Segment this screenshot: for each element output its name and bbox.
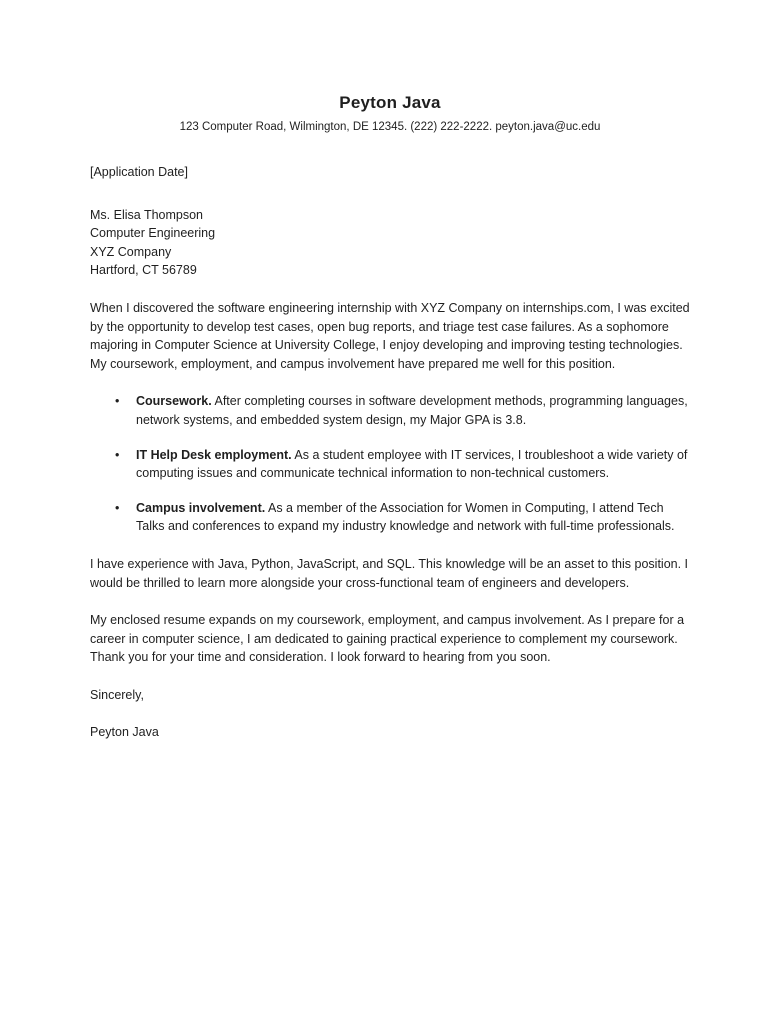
experience-paragraph: I have experience with Java, Python, JavaScript, and SQL. This knowledge will be an asset to this position. I would be thrilled to learn more alongside your cross-functional team of engineers and developers.: [90, 556, 689, 590]
bullet-lead: Coursework.: [136, 394, 212, 409]
signature: Peyton Java: [90, 725, 159, 740]
bullet-body: As a member of the Association for Women in Computing, I attend Tech Talks and conferences to expand my industry knowledge and network with full-time professionals.: [136, 500, 675, 534]
bullet-icon: •: [115, 447, 120, 462]
highlights-list: [90, 392, 690, 536]
recipient-department: Computer Engineering: [90, 226, 216, 241]
recipient-block: [90, 206, 690, 280]
bullet-lead: Campus involvement.: [136, 500, 266, 515]
sender-name: Peyton Java: [339, 93, 441, 112]
recipient-name: Ms. Elisa Thompson: [90, 207, 204, 222]
recipient-company: XYZ Company: [90, 244, 172, 259]
list-item-employment: [115, 446, 690, 483]
bullet-lead: IT Help Desk employment.: [136, 447, 292, 462]
signoff: Sincerely,: [90, 687, 144, 702]
intro-paragraph: When I discovered the software engineering internship with XYZ Company on internships.com, I was excited by the opportunity to develop test cases, open bug reports, and triage test case failures. As a sophomore majoring in Computer Science at University College, I enjoy developing and improving testing technologies. My coursework, employment, and campus involvement have prepared me well for this position.: [90, 300, 690, 371]
closing-paragraph: My enclosed resume expands on my coursework, employment, and campus involvement. As I prepare for a career in computer science, I am dedicated to gaining practical experience to complement my coursework. Thank you for your time and consideration. I look forward to hearing from you soon.: [90, 613, 685, 665]
sender-contact: 123 Computer Road, Wilmington, DE 12345. (222) 222-2222. peyton.java@uc.edu: [179, 121, 601, 133]
list-item-campus-involvement: [115, 499, 690, 536]
bullet-content: [136, 499, 690, 536]
letter-header: [90, 92, 690, 134]
bullet-icon: •: [115, 394, 120, 409]
bullet-body: After completing courses in software development methods, programming languages, network systems, and embedded system design, my Major GPA is 3.8.: [136, 394, 688, 427]
bullet-content: [136, 446, 690, 483]
bullet-content: [136, 392, 690, 429]
recipient-city: Hartford, CT 56789: [90, 263, 197, 278]
application-date: [Application Date]: [90, 165, 188, 179]
bullet-icon: •: [115, 500, 120, 515]
list-item-coursework: [115, 392, 690, 429]
bullet-body: As a student employee with IT services, I troubleshoot a wide variety of computing issues and communicate technical information to non-technical customers.: [136, 447, 688, 481]
